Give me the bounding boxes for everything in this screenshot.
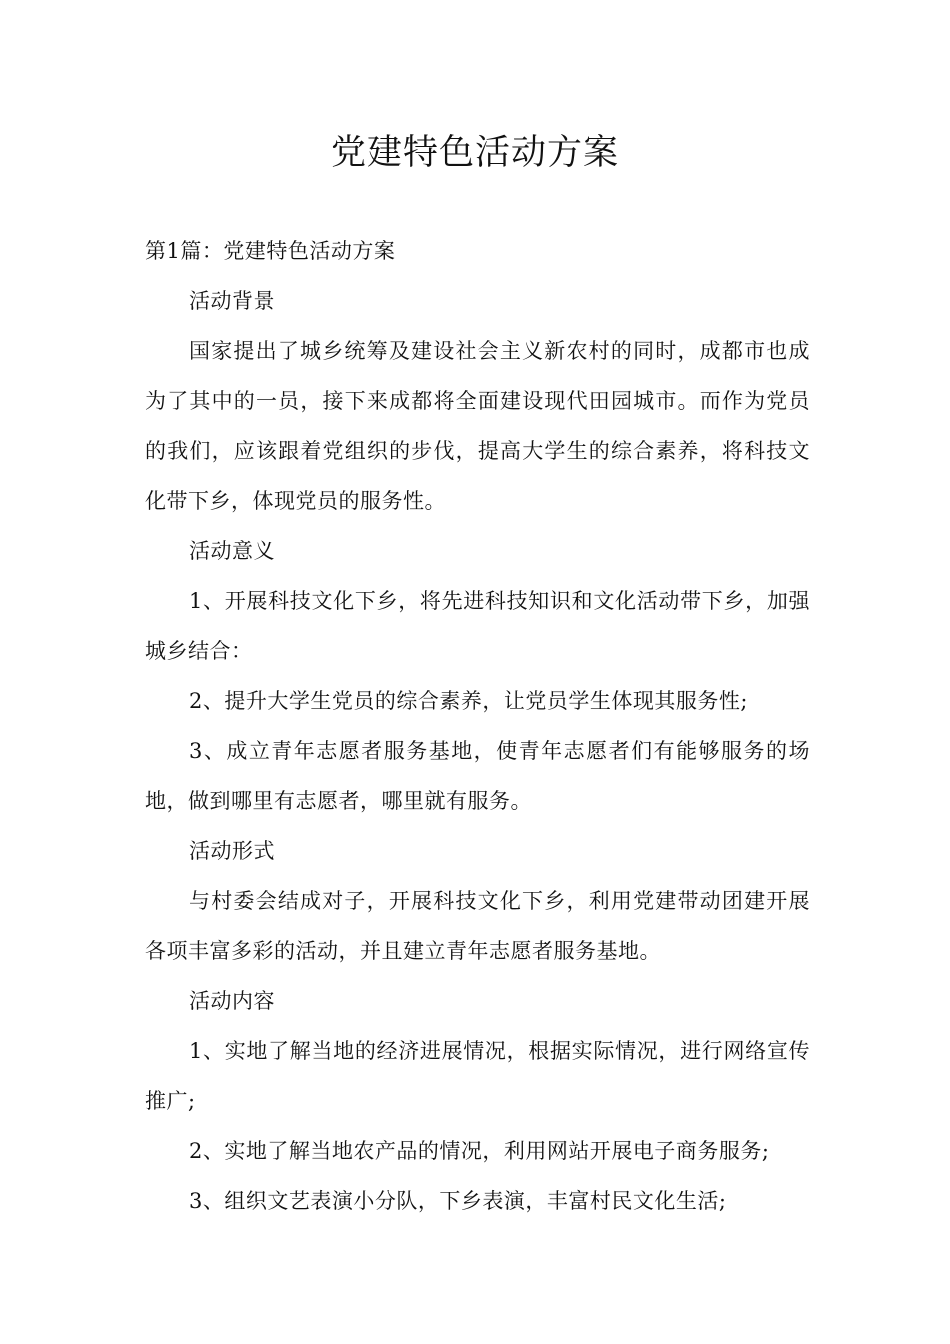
paragraph-significance-item-3: 3、成立青年志愿者服务基地，使青年志愿者们有能够服务的场地，做到哪里有志愿者，哪里就有服务。: [145, 739, 810, 813]
document-title: 党建特色活动方案: [330, 133, 619, 173]
paragraph-section-format: 活动形式: [189, 839, 275, 863]
paragraph-content-item-2: 2、实地了解当地农产品的情况，利用网站开展电子商务服务;: [189, 1139, 770, 1163]
paragraph-format-body: 与村委会结成对子，开展科技文化下乡，利用党建带动团建开展各项丰富多彩的活动，并且建立青年志愿者服务基地。: [145, 889, 810, 963]
paragraph-content-item-1: 1、实地了解当地的经济进展情况，根据实际情况，进行网络宣传推广;: [145, 1039, 810, 1113]
paragraph-section-background: 活动背景: [189, 289, 275, 313]
paragraph-significance-item-2: 2、提升大学生党员的综合素养，让党员学生体现其服务性;: [189, 689, 748, 713]
paragraph-background-body: 国家提出了城乡统筹及建设社会主义新农村的同时，成都市也成为了其中的一员，接下来成都将全面建设现代田园城市。而作为党员的我们，应该跟着党组织的步伐，提高大学生的综合素养，将科技文化带下乡，体现党员的服务性。: [145, 339, 810, 513]
paragraph-content-item-3: 3、组织文艺表演小分队，下乡表演，丰富村民文化生活;: [189, 1189, 727, 1213]
paragraph-significance-item-1: 1、开展科技文化下乡，将先进科技知识和文化活动带下乡，加强城乡结合：: [145, 589, 810, 663]
paragraph-section-significance: 活动意义: [189, 539, 275, 563]
document-body: [145, 226, 810, 1226]
paragraph-section-content: 活动内容: [189, 989, 275, 1013]
paragraph-chapter-heading: 第1篇：党建特色活动方案: [145, 239, 396, 263]
